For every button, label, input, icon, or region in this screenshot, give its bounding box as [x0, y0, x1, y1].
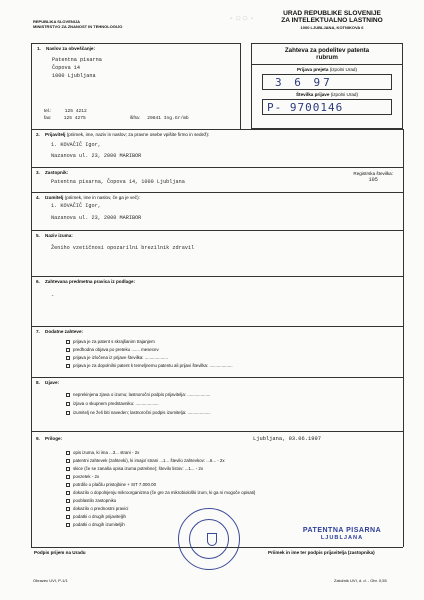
statement-row[interactable] — [66, 392, 210, 397]
checkbox[interactable] — [66, 459, 70, 463]
tel-label: tel.: — [44, 108, 52, 113]
received-hint: (izpolni Urad) — [329, 67, 358, 73]
section-2-heading: Prijavitelj — [45, 132, 66, 137]
section-1-address — [52, 56, 102, 80]
attachment-label: skice (če se zanaša opisa izuma potrebne); število listov: ...1... - 2x — [73, 466, 204, 471]
additional-request-row[interactable] — [66, 347, 159, 352]
coat-of-arms-icon — [207, 533, 217, 546]
inventor-line: Nazanova ul. 23, 2000 MARIBOR — [51, 215, 142, 221]
fax-label: fax: — [44, 115, 52, 120]
section-3-number: 3. — [36, 170, 40, 175]
faint-stamp-mark: ·○○· — [228, 14, 257, 25]
section-4 — [31, 192, 403, 230]
attachment-label: dokazilo o dopolnjenju mikroorganizma (če gre za mikrobiološki izum, ki ga ni mogoče opisati) — [73, 490, 256, 495]
additional-request-label: prijava je za dopolnilni patent k temeljnemu patentu ali prijavi številka: ................... — [73, 363, 233, 368]
section-2-hint: (priimek, ime, naziv in naslov; za pravne osebe vpišite firmo in sedež): — [66, 132, 210, 137]
section-7-number: 7. — [36, 329, 40, 334]
received-label-row — [252, 67, 402, 73]
section-4-hint: (priimek, ime in naslov, če ga je več): — [64, 195, 140, 200]
header-office-name: URAD REPUBLIKE SLOVENIJE — [283, 10, 381, 17]
priority-value: - — [51, 293, 55, 299]
address-line: Čopova 14 — [52, 65, 81, 71]
fax-row — [44, 115, 86, 122]
stamp-line1: PATENTNA PISARNA — [302, 527, 382, 534]
additional-request-label: prijava je za patent s skrajšanim trajanjem — [73, 339, 155, 344]
additional-request-row[interactable] — [66, 363, 233, 368]
form-right-border — [403, 129, 404, 547]
ministry-header — [33, 19, 193, 29]
section-9-heading: Priloge: — [45, 436, 63, 441]
header-republic: REPUBLIKA SLOVENIJA — [33, 19, 80, 24]
section-2-number: 2. — [36, 132, 40, 137]
form-code: Obrazec UVI, P-1/1 — [33, 578, 68, 583]
section-3 — [31, 167, 403, 192]
registry-label: Registrska številka: — [353, 171, 393, 176]
section-7-heading: Dodatne zahteve: — [45, 329, 84, 334]
section-1-heading: Naslov za obveščanje: — [46, 46, 96, 51]
fax-value: 125 4275 — [63, 116, 86, 121]
checkbox[interactable] — [66, 348, 70, 352]
attachment-label: podatki o drugih prijaviteljih — [73, 514, 126, 519]
checkbox[interactable] — [66, 475, 70, 479]
received-label: Prijava prejeta — [296, 67, 329, 73]
section-5 — [31, 230, 403, 276]
application-number-value: P- 9700146 — [267, 101, 344, 115]
checkbox[interactable] — [66, 491, 70, 495]
address-line: Patentna pisarna — [52, 57, 102, 63]
request-title — [252, 47, 402, 61]
attachment-row[interactable] — [66, 522, 125, 527]
checkbox[interactable] — [66, 393, 70, 397]
attachment-label: podatki o drugih izumiteljih — [73, 522, 125, 527]
checkbox[interactable] — [66, 467, 70, 471]
section-6-number: 6. — [36, 279, 40, 284]
section-4-heading: Izumitelj — [45, 195, 64, 200]
additional-request-label: prijava je izločena iz prijave številka: ................... — [73, 355, 168, 360]
footer-rule — [31, 547, 403, 548]
statement-row[interactable] — [66, 410, 211, 415]
attachment-row[interactable] — [66, 498, 116, 503]
sifra-value: 29841 Ing.Gr/mb — [147, 116, 189, 121]
section-6 — [31, 276, 403, 326]
checkbox[interactable] — [66, 515, 70, 519]
seal-inner-ring — [189, 519, 229, 559]
office-signature-label: Podpis prijem na Uradu — [34, 550, 86, 555]
number-hint: (izpolni Urad) — [330, 92, 359, 98]
tel-value: 125 4212 — [64, 109, 87, 114]
representative-value: Patentna pisarna, Čopova 14, 1000 Ljubljana — [51, 179, 185, 185]
section-2-heading-row — [45, 132, 209, 137]
checkbox[interactable] — [66, 340, 70, 344]
attachment-row[interactable] — [66, 474, 99, 479]
attachment-row[interactable] — [66, 490, 255, 495]
attachment-row[interactable] — [66, 450, 139, 455]
number-label-row — [252, 92, 402, 98]
checkbox[interactable] — [66, 523, 70, 527]
attachment-label: potrdilo o plačilu pristojbine + SIT 7.000.00 — [73, 482, 157, 487]
registry-value: 105 — [368, 176, 378, 183]
header-office-address: 1000 LJUBLJANA, KOTNIKOVA 6 — [300, 24, 364, 30]
checkbox[interactable] — [66, 483, 70, 487]
section-6-heading: Zahtevana predmetna pravica iz podlage: — [45, 279, 136, 284]
attachment-label: opis izuma, ki ima ...3... strani - 2x — [73, 450, 140, 455]
additional-request-row[interactable] — [66, 355, 168, 360]
section-9-number: 9. — [36, 436, 40, 441]
section-8-heading: Izjave: — [45, 380, 60, 385]
attachment-label: povzetek - 2x — [73, 474, 100, 479]
section-1-box — [31, 43, 241, 129]
date-place-value: Ljubljana, 03.06.1997 — [253, 436, 321, 442]
statement-label: neprekinjena zjava o izumu; lastnoročni podpis prijavitelja: ................... — [73, 392, 211, 397]
attachment-row[interactable] — [66, 482, 156, 487]
checkbox[interactable] — [66, 364, 70, 368]
attachment-label: patentni zahtevek (zahtevki), ki imajo/ strani ...1... število zahtevkov: ...6... - 2x — [73, 458, 225, 463]
sifra-row — [130, 115, 189, 122]
checkbox[interactable] — [66, 451, 70, 455]
received-field[interactable] — [262, 74, 392, 90]
request-title-line2: rubrum — [316, 54, 338, 62]
checkbox[interactable] — [66, 411, 70, 415]
attachment-row[interactable] — [66, 506, 128, 511]
applicant-signature-label: Priimek in ime ter podpis prijavitelja (zastopnika) — [268, 550, 375, 555]
section-5-number: 5. — [36, 233, 40, 238]
sifra-label: šifra: — [130, 115, 140, 120]
section-4-number: 4. — [36, 195, 40, 200]
received-date-value: 3 6 97 — [275, 76, 333, 90]
header-ministry: MINISTRSTVO ZA ZNANOST IN TEHNOLOGIJO — [33, 24, 123, 29]
tel-row — [44, 108, 87, 115]
firm-stamp — [282, 527, 402, 541]
attachment-row[interactable] — [66, 466, 203, 471]
attachment-label: pooblastilo zastopniku — [73, 498, 117, 503]
request-title-line1: Zahteva za podelitev patenta — [284, 47, 370, 54]
statement-label: izjava o skupnem predstavniku: ................... — [73, 401, 159, 406]
section-1-number: 1. — [37, 46, 41, 51]
section-5-heading: Naziv izuma: — [45, 233, 73, 238]
attachment-row[interactable] — [66, 514, 126, 519]
checkbox[interactable] — [66, 402, 70, 406]
section-8-number: 8. — [36, 380, 40, 385]
number-field[interactable] — [262, 99, 392, 115]
stamp-line2: LJUBLJANA — [320, 535, 364, 541]
checkbox[interactable] — [66, 356, 70, 360]
additional-request-label: predhodna objava po preteku ....... mesecev — [73, 347, 159, 352]
invention-title-value: Ženiho vzetičnosi opozarilni brezilnik zdravil — [51, 245, 195, 251]
official-seal-icon — [178, 508, 240, 570]
address-line: 1000 Ljubljana — [52, 73, 96, 79]
request-box — [251, 43, 403, 129]
applicant-line: Nazanova ul. 23, 2000 MARIBOR — [51, 153, 142, 159]
applicant-line: 1. KOVAČIČ Igor, — [51, 142, 101, 148]
office-header — [262, 10, 402, 30]
attachment-label: dokazilo o prednostni pravici — [73, 506, 129, 511]
additional-request-row[interactable] — [66, 339, 155, 344]
section-3-heading: Zastopnik: — [45, 170, 69, 175]
section-2 — [31, 129, 403, 167]
attachment-row[interactable] — [66, 458, 225, 463]
checkbox[interactable] — [66, 499, 70, 503]
statement-row[interactable] — [66, 401, 159, 406]
registry-block — [353, 171, 393, 183]
header-office-sub: ZA INTELEKTUALNO LASTNINO — [281, 17, 383, 25]
statement-label: izumitelj ne želi biti naveden; lastnoročni podpis izumitelja: ................... — [73, 410, 211, 415]
inventor-line: 1. KOVAČIČ Igor, — [51, 203, 101, 209]
number-label: Številka prijave — [295, 92, 330, 98]
checkbox[interactable] — [66, 507, 70, 511]
price-label: Založnik UVI, d. d. - Obr. 0,55 — [334, 578, 387, 583]
